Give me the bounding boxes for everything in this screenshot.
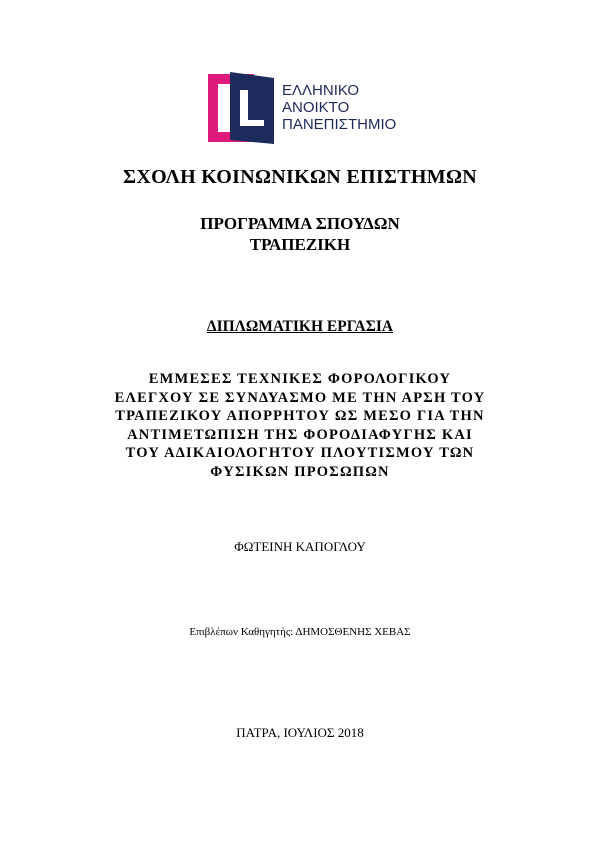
title-line: ΕΜΜΕΣΕΣ ΤΕΧΝΙΚΕΣ ΦΟΡΟΛΟΓΙΚΟΥ bbox=[148, 371, 452, 387]
logo-line-2: ΑΝΟΙΚΤΟ bbox=[282, 99, 350, 116]
title-line: ΤΡΑΠΕΖΙΚΟΥ ΑΠΟΡΡΗΤΟΥ ΩΣ ΜΕΣΟ ΓΙΑ ΤΗΝ bbox=[115, 408, 485, 424]
title-line: ΤΟΥ ΑΔΙΚΑΙΟΛΟΓΗΤΟΥ ΠΛΟΥΤΙΣΜΟΥ ΤΩΝ bbox=[125, 445, 475, 461]
logo-navy-book bbox=[230, 72, 274, 144]
logo-line-1: ΕΛΛΗΝΙΚΟ bbox=[282, 82, 360, 99]
title-line: ΦΥΣΙΚΩΝ ΠΡΟΣΩΠΩΝ bbox=[210, 463, 390, 480]
logo-wordmark bbox=[282, 82, 396, 133]
study-program bbox=[0, 213, 600, 255]
document-type: ΔΙΠΛΩΜΑΤΙΚΗ ΕΡΓΑΣΙΑ bbox=[206, 318, 394, 335]
place-date: ΠΑΤΡΑ, ΙΟΥΛΙΟΣ 2018 bbox=[236, 725, 364, 740]
author-name: ΦΩΤΕΙΝΗ ΚΑΠΟΓΛΟΥ bbox=[234, 539, 366, 554]
supervisor: Επιβλέπων Καθηγητής: ΔΗΜΟΣΘΕΝΗΣ ΧΕΒΑΣ bbox=[189, 626, 411, 638]
program-line-1: ΠΡΟΓΡΑΜΜΑ ΣΠΟΥΔΩΝ bbox=[200, 214, 400, 233]
thesis-title bbox=[0, 370, 600, 481]
program-line-2: ΤΡΑΠΕΖΙΚΗ bbox=[249, 235, 351, 254]
title-line: ΕΛΕΓΧΟΥ ΣΕ ΣΥΝΔΥΑΣΜΟ ΜΕ ΤΗΝ ΑΡΣΗ ΤΟΥ bbox=[114, 389, 486, 406]
logo-white-base bbox=[240, 120, 264, 126]
title-line: ΑΝΤΙΜΕΤΩΠΙΣΗ ΤΗΣ ΦΟΡΟΔΙΑΦΥΓΗΣ ΚΑΙ bbox=[127, 426, 473, 443]
university-logo bbox=[206, 70, 406, 146]
school-name: ΣΧΟΛΗ ΚΟΙΝΩΝΙΚΩΝ ΕΠΙΣΤΗΜΩΝ bbox=[122, 166, 478, 188]
logo-line-3: ΠΑΝΕΠΙΣΤΗΜΙΟ bbox=[282, 116, 397, 133]
university-logo-icon bbox=[206, 70, 278, 146]
